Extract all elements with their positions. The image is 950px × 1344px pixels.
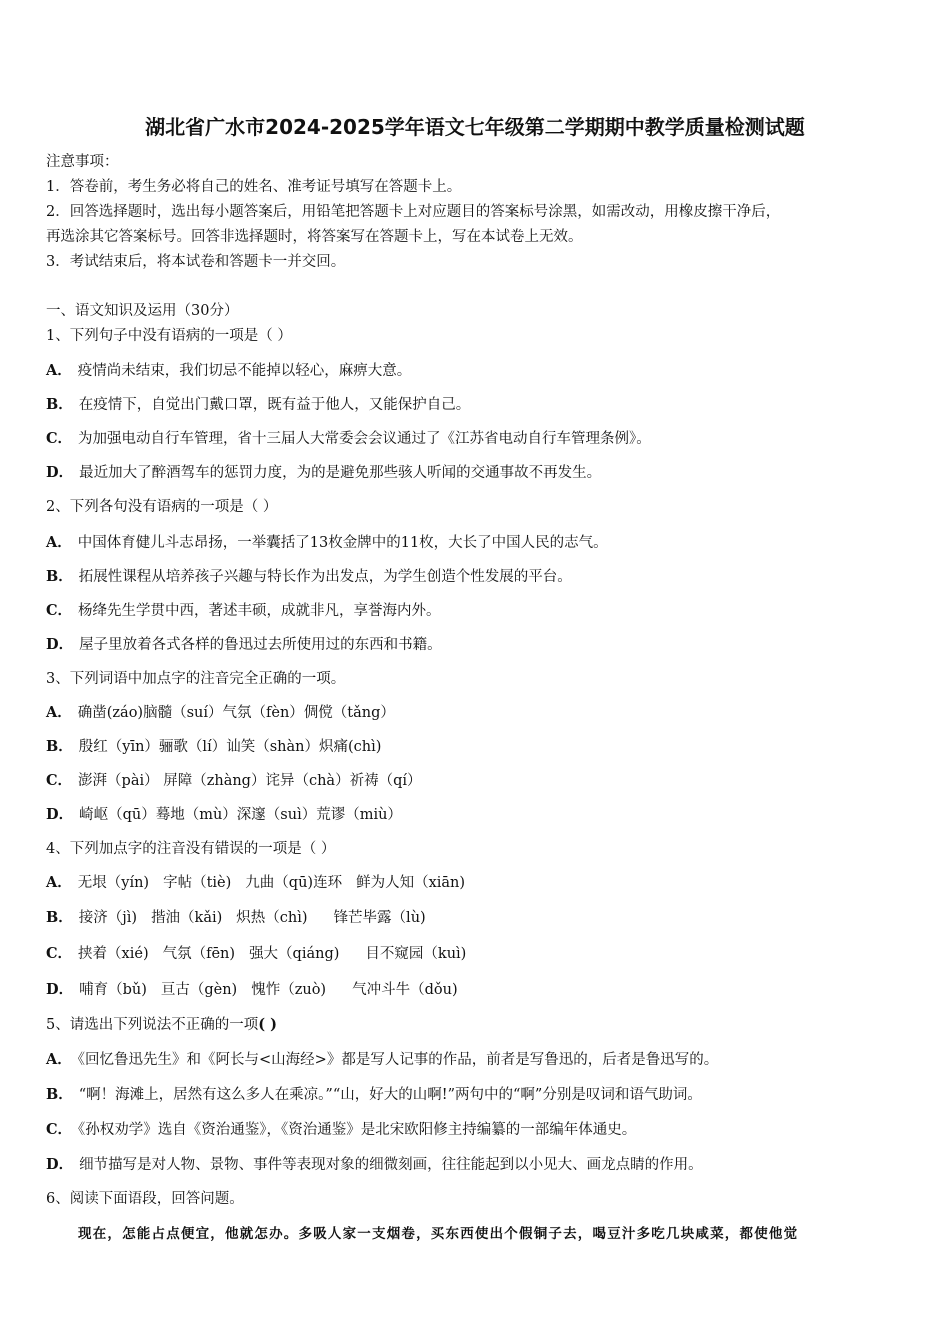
- option-part: 气氛（fēn): [162, 946, 236, 962]
- question-4-option-b[interactable]: [46, 908, 426, 928]
- option-text: 拓展性课程从培养孩子兴趣与特长作为出发点，为学生创造个性发展的平台。: [78, 569, 572, 585]
- option-part: 挟着（xié): [78, 946, 149, 962]
- option-text: 在疫情下，自觉出门戴口罩，既有益于他人，又能保护自己。: [78, 397, 471, 413]
- question-4-option-c[interactable]: [46, 944, 466, 964]
- question-4-stem: 4、下列加点字的注音没有错误的一项是（ ）: [46, 841, 336, 857]
- question-3-stem: 3、下列词语中加点字的注音完全正确的一项。: [46, 671, 346, 687]
- option-text: “啊！海滩上，居然有这么多人在乘凉。”“山，好大的山啊!”两句中的“啊”分别是叹词和语气助词。: [78, 1087, 702, 1103]
- question-2-option-c[interactable]: [46, 601, 441, 621]
- option-part: 亘古（gèn): [160, 982, 238, 998]
- option-label: B．: [46, 396, 73, 413]
- option-text: 殷红（yīn）骊歌（lí）讪笑（shàn）炽痛(chì): [78, 739, 382, 755]
- option-part: 接济（jì): [78, 910, 138, 926]
- option-part: 强大（qiáng): [249, 946, 340, 962]
- question-5-stem: [46, 1015, 277, 1035]
- option-text: 确凿(záo)脑髓（suí）气氛（fèn）倜傥（tǎng）: [77, 705, 395, 721]
- question-1-option-a[interactable]: [46, 361, 411, 381]
- option-part: 气冲斗牛（dǒu): [352, 982, 458, 998]
- option-part: 鲜为人知（xiān): [356, 875, 466, 891]
- question-5-option-a[interactable]: [46, 1050, 718, 1070]
- option-label: D．: [46, 1156, 74, 1173]
- option-label: B．: [46, 568, 73, 585]
- option-part: 字帖（tiè): [163, 875, 232, 891]
- option-text: 细节描写是对人物、景物、事件等表现对象的细微刻画，往往能起到以小见大、画龙点睛的作用。: [79, 1157, 703, 1173]
- question-1-option-b[interactable]: [46, 395, 470, 415]
- notice-item-2: 2．回答选择题时，选出每小题答案后，用铅笔把答题卡上对应题目的答案标号涂黑，如需改动，用橡皮擦干净后，: [46, 204, 781, 220]
- question-4-option-d[interactable]: [46, 980, 458, 1000]
- question-2-option-b[interactable]: [46, 567, 572, 587]
- option-label: C．: [46, 602, 73, 619]
- option-label: B．: [46, 738, 73, 755]
- option-text: 《孙权劝学》选自《资治通鉴》，《资治通鉴》是北宋欧阳修主持编纂的一部编年体通史。: [78, 1122, 637, 1138]
- option-text: 最近加大了醉酒驾车的惩罚力度，为的是避免那些骇人听闻的交通事故不再发生。: [79, 465, 602, 481]
- option-text: 澎湃（pài） 屏障（zhàng）诧异（chà）祈祷（qí）: [78, 773, 422, 789]
- question-3-option-d[interactable]: [46, 805, 402, 825]
- option-label: A．: [46, 704, 72, 721]
- option-text: 崎岖（qū）蓦地（mù）深邃（suì）荒谬（miù）: [79, 807, 402, 823]
- option-part: 九曲（qū)连环: [245, 875, 343, 891]
- question-1-option-c[interactable]: [46, 429, 651, 449]
- question-5-option-c[interactable]: [46, 1120, 636, 1140]
- option-part: 炽热（chì): [236, 910, 308, 926]
- question-6-stem: 6、阅读下面语段，回答问题。: [46, 1191, 244, 1207]
- option-part: 锋芒毕露（lù): [333, 910, 426, 926]
- option-text: 《回忆鲁迅先生》和《阿长与<山海经>》都是写人记事的作品，前者是写鲁迅的，后者是鲁迅写的。: [77, 1052, 719, 1068]
- notice-heading: 注意事项：: [46, 154, 119, 170]
- option-text: 疫情尚未结束，我们切忌不能掉以轻心，麻痹大意。: [77, 363, 412, 379]
- question-1-option-d[interactable]: [46, 463, 601, 483]
- question-5-answer-paren: ( ): [258, 1016, 278, 1033]
- reading-passage: 现在，怎能占点便宜，他就怎办。多吸人家一支烟卷，买东西使出个假铜子去，喝豆汁多吃几块咸菜，都使他觉: [78, 1226, 799, 1242]
- option-label: A．: [46, 534, 72, 551]
- question-5-option-d[interactable]: [46, 1155, 703, 1175]
- option-label: C．: [46, 1121, 73, 1138]
- option-label: C．: [46, 430, 73, 447]
- notice-item-3: 3．考试结束后，将本试卷和答题卡一并交回。: [46, 254, 346, 270]
- exam-title: 湖北省广水市2024-2025学年语文七年级第二学期期中教学质量检测试题: [145, 115, 805, 139]
- question-2-stem: 2、下列各句没有语病的一项是（ ）: [46, 499, 278, 515]
- question-2-option-d[interactable]: [46, 635, 442, 655]
- option-label: C．: [46, 772, 73, 789]
- notice-item-1: 1．答卷前，考生务必将自己的姓名、准考证号填写在答题卡上。: [46, 179, 462, 195]
- option-text: 屋子里放着各式各样的鲁迅过去所使用过的东西和书籍。: [79, 637, 442, 653]
- option-label: D．: [46, 806, 74, 823]
- option-part: 揩油（kǎi): [151, 910, 223, 926]
- option-label: B．: [46, 909, 73, 926]
- option-text: 中国体育健儿斗志昂扬，一举囊括了13枚金牌中的11枚，大长了中国人民的志气。: [77, 535, 608, 551]
- option-text: 杨绛先生学贯中西，著述丰硕，成就非凡，享誉海内外。: [78, 603, 441, 619]
- question-3-option-b[interactable]: [46, 737, 381, 757]
- option-label: A．: [46, 874, 72, 891]
- option-part: 目不窥园（kuì): [365, 946, 467, 962]
- option-label: D．: [46, 636, 74, 653]
- option-part: 愧怍（zuò): [251, 982, 327, 998]
- option-label: D．: [46, 464, 74, 481]
- question-2-option-a[interactable]: [46, 533, 608, 553]
- section-heading: 一、语文知识及运用（30分）: [46, 303, 239, 319]
- question-4-option-a[interactable]: [46, 873, 465, 893]
- notice-item-2-cont: 再选涂其它答案标号。回答非选择题时，将答案写在答题卡上，写在本试卷上无效。: [46, 229, 583, 245]
- question-3-option-c[interactable]: [46, 771, 422, 791]
- option-label: B．: [46, 1086, 73, 1103]
- question-3-option-a[interactable]: [46, 703, 395, 723]
- option-label: A．: [46, 1051, 72, 1068]
- option-text: 为加强电动自行车管理，省十三届人大常委会会议通过了《江苏省电动自行车管理条例》。: [78, 431, 651, 447]
- option-label: C．: [46, 945, 73, 962]
- option-part: 无垠（yín): [77, 875, 150, 891]
- option-label: A．: [46, 362, 72, 379]
- question-5-option-b[interactable]: [46, 1085, 702, 1105]
- option-part: 哺育（bǔ): [79, 982, 147, 998]
- question-1-stem: 1、下列句子中没有语病的一项是（ ）: [46, 328, 292, 344]
- question-5-stem-text: 5、请选出下列说法不正确的一项: [46, 1017, 259, 1033]
- option-label: D．: [46, 981, 74, 998]
